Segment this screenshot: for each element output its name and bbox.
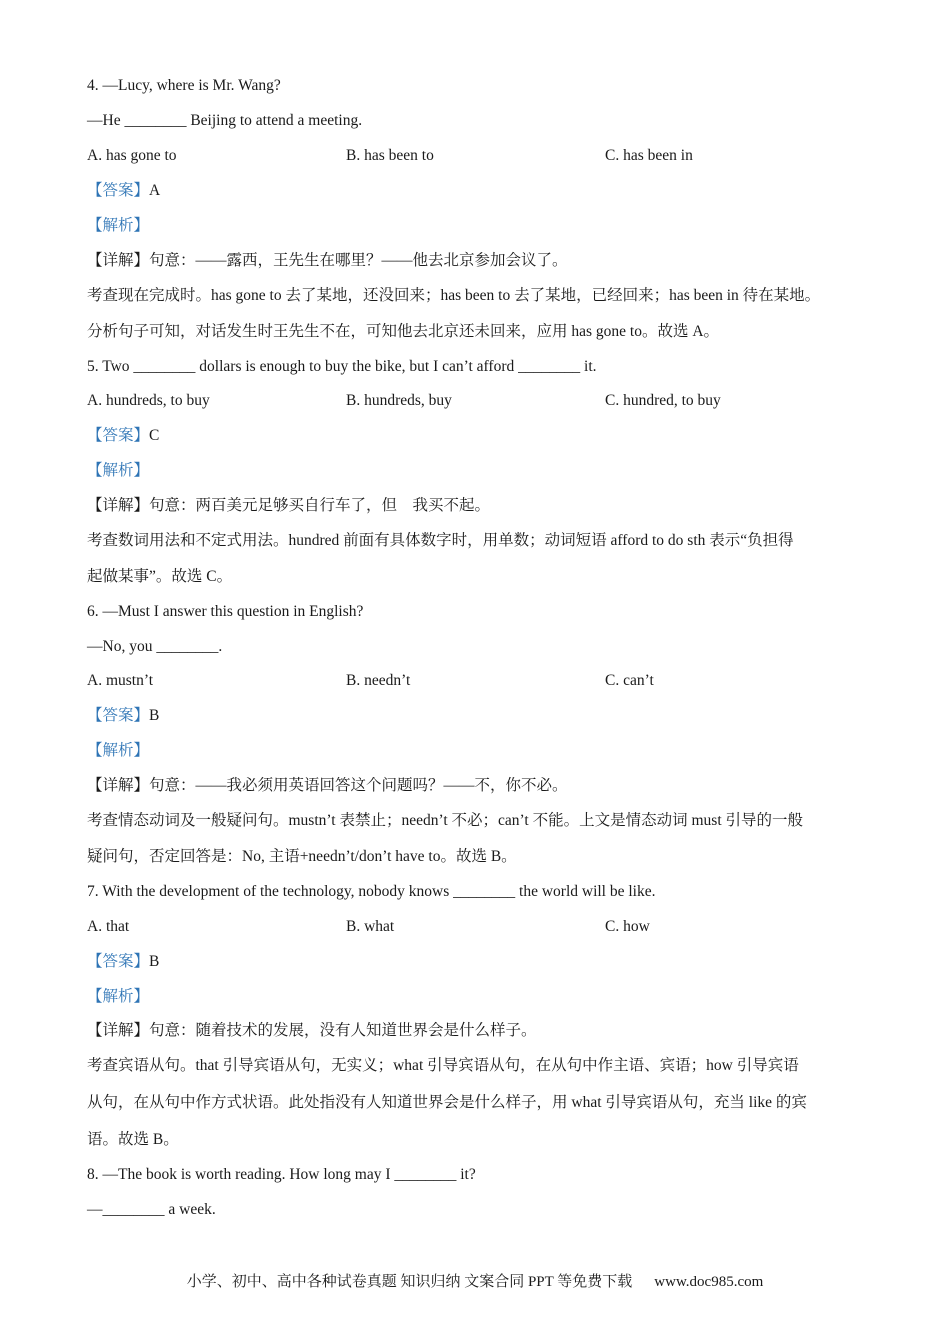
q6-options: [87, 671, 887, 691]
q6-option-b: B. needn’t: [346, 672, 411, 689]
q8-stem: 8. —The book is worth reading. How long may I ________ it?: [87, 1166, 476, 1183]
q4-detail-text: 句意：——露西，王先生在哪里？——他去北京参加会议了。: [149, 252, 568, 269]
q5-explanation-2: 起做某事”。故选 C。: [87, 568, 233, 585]
q7-explanation-1: 考查宾语从句。that 引导宾语从句，无实义；what 引导宾语从句，在从句中作主语、宾语；how 引导宾语: [87, 1057, 799, 1074]
q4-option-b: B. has been to: [346, 147, 434, 164]
q4-explanation-1: 考查现在完成时。has gone to 去了某地，还没回来；has been to 去了某地，已经回来；has been in 待在某地。: [87, 287, 821, 304]
q5-explanation-1: 考查数词用法和不定式用法。hundred 前面有具体数字时，用单数；动词短语 afford to do sth 表示“负担得: [87, 532, 794, 549]
q5-answer: [87, 426, 159, 446]
q4-answer: [87, 181, 160, 201]
q7-detail: [87, 1021, 537, 1041]
q5-analysis-tag: 【解析】: [87, 462, 150, 479]
detail-tag: 【详解】: [87, 1022, 150, 1039]
detail-tag: 【详解】: [87, 497, 150, 514]
q4-detail: [87, 251, 568, 271]
q6-detail: [87, 776, 568, 796]
q5-options: [87, 391, 887, 411]
q5-option-a: A. hundreds, to buy: [87, 392, 210, 409]
answer-tag: 【答案】: [87, 953, 150, 970]
q7-analysis-tag: 【解析】: [87, 988, 150, 1005]
q5-detail-text: 句意：两百美元足够买自行车了，但 我买不起。: [149, 497, 491, 514]
q6-answer: [87, 706, 159, 726]
q6-option-c: C. can’t: [605, 672, 654, 689]
q6-stem: 6. —Must I answer this question in English?: [87, 603, 364, 620]
footer-site-link[interactable]: www.doc985.com: [654, 1274, 764, 1290]
q6-dialogue-line: —No, you ________.: [87, 638, 223, 655]
q5-detail: [87, 496, 490, 516]
page-footer: [0, 1270, 950, 1291]
q7-option-c: C. how: [605, 918, 650, 935]
q6-explanation-2: 疑问句，否定回答是：No, 主语+needn’t/don’t have to。故选 B。: [87, 848, 517, 865]
q7-explanation-2: 从句，在从句中作方式状语。此处指没有人知道世界会是什么样子，用 what 引导宾语从句，充当 like 的宾: [87, 1094, 807, 1111]
q7-answer-value: B: [149, 953, 160, 970]
q6-detail-text: 句意：——我必须用英语回答这个问题吗？——不，你不必。: [149, 777, 568, 794]
q4-options: [87, 146, 887, 166]
q4-explanation-2: 分析句子可知，对话发生时王先生不在，可知他去北京还未回来，应用 has gone to。故选 A。: [87, 323, 720, 340]
q6-answer-value: B: [149, 707, 160, 724]
q6-explanation-1: 考查情态动词及一般疑问句。mustn’t 表禁止；needn’t 不必；can’t 不能。上文是情态动词 must 引导的一般: [87, 812, 803, 829]
q6-option-a: A. mustn’t: [87, 672, 154, 689]
q4-dialogue-line: —He ________ Beijing to attend a meeting.: [87, 112, 363, 129]
q7-option-b: B. what: [346, 918, 395, 935]
q4-option-a: A. has gone to: [87, 147, 177, 164]
answer-tag: 【答案】: [87, 707, 150, 724]
q4-option-c: C. has been in: [605, 147, 693, 164]
q4-stem: 4. —Lucy, where is Mr. Wang?: [87, 77, 281, 94]
q8-dialogue-line: —________ a week.: [87, 1201, 216, 1218]
q4-answer-value: A: [149, 182, 161, 199]
q5-option-b: B. hundreds, buy: [346, 392, 452, 409]
q5-answer-value: C: [149, 427, 160, 444]
q5-option-c: C. hundred, to buy: [605, 392, 721, 409]
detail-tag: 【详解】: [87, 777, 150, 794]
q7-option-a: A. that: [87, 918, 130, 935]
q4-analysis-tag: 【解析】: [87, 217, 150, 234]
answer-tag: 【答案】: [87, 182, 150, 199]
q5-stem: 5. Two ________ dollars is enough to buy the bike, but I can’t afford ________ it.: [87, 358, 597, 375]
q7-answer: [87, 952, 159, 972]
q7-options: [87, 917, 887, 937]
q7-explanation-3: 语。故选 B。: [87, 1131, 179, 1148]
detail-tag: 【详解】: [87, 252, 150, 269]
answer-tag: 【答案】: [87, 427, 150, 444]
q7-stem: 7. With the development of the technology, nobody knows ________ the world will be like.: [87, 883, 656, 900]
q6-analysis-tag: 【解析】: [87, 742, 150, 759]
q7-detail-text: 句意：随着技术的发展，没有人知道世界会是什么样子。: [149, 1022, 537, 1039]
footer-text: 小学、初中、高中各种试卷真题 知识归纳 文案合同 PPT 等免费下载: [186, 1274, 633, 1290]
